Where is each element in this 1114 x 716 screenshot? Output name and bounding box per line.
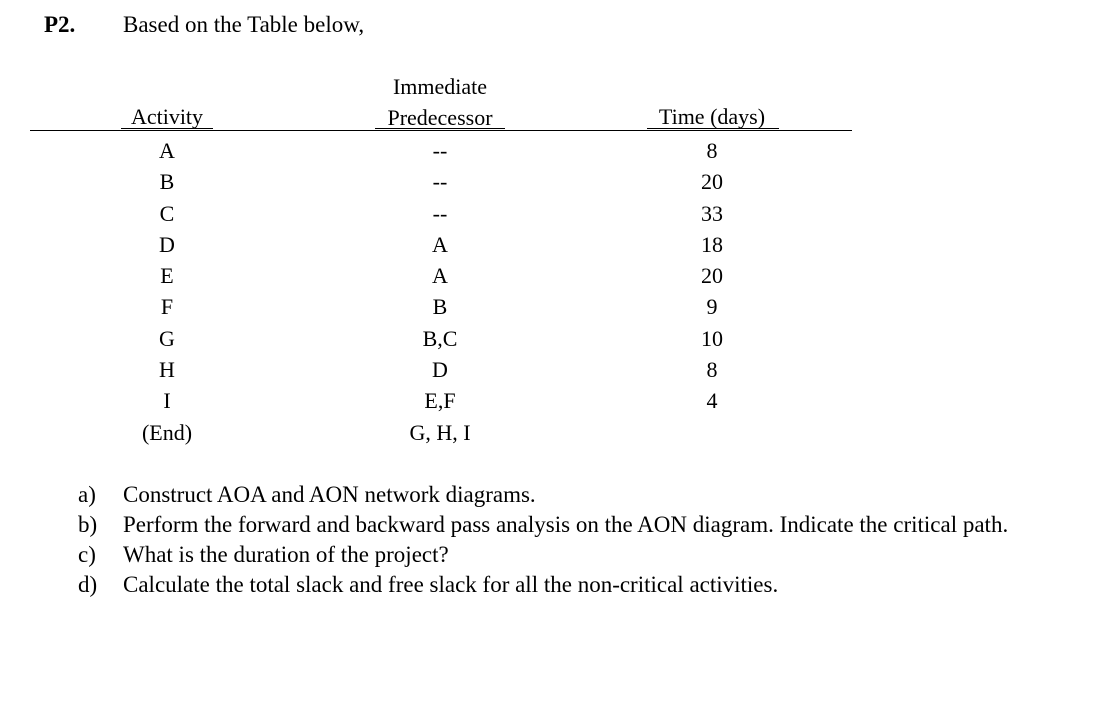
table-cell-activity: E — [160, 263, 174, 289]
activity-column — [110, 135, 224, 448]
header-underline-time — [647, 128, 779, 129]
question-letter: a) — [78, 482, 96, 507]
table-cell-time: 20 — [701, 263, 723, 289]
table-cell-activity: G — [159, 325, 175, 351]
problem-intro: Based on the Table below, — [123, 12, 365, 37]
table-cell-time: 33 — [701, 200, 723, 226]
question-item — [78, 540, 1078, 570]
table-cell-activity: I — [163, 388, 171, 414]
table-cell-activity: B — [159, 169, 175, 195]
questions-list — [78, 480, 1078, 600]
table-cell-time: 18 — [701, 231, 723, 257]
table-cell-time — [634, 417, 790, 448]
table-cell-predecessor: G, H, I — [409, 419, 471, 445]
table-cell-time: 9 — [706, 294, 718, 320]
question-item — [78, 480, 1078, 510]
table-cell-activity: H — [159, 357, 175, 383]
question-letter: d) — [78, 572, 98, 597]
header-underline-activity — [121, 128, 213, 129]
header-underline-predecessor — [375, 128, 505, 129]
table-cell-activity: (End) — [141, 419, 193, 445]
predecessor-column — [360, 135, 520, 448]
table-cell-predecessor: A — [432, 231, 448, 257]
table-cell-predecessor: -- — [432, 200, 448, 226]
header-predecessor-line1: Immediate — [392, 74, 488, 99]
table-cell-predecessor: B — [432, 294, 448, 320]
table-cell-predecessor: D — [432, 357, 448, 383]
table-rule — [30, 130, 852, 131]
table-cell-predecessor: A — [432, 263, 448, 289]
table-cell-time: 4 — [706, 388, 718, 414]
header-activity: Activity — [130, 104, 204, 129]
question-text: Calculate the total slack and free slack for all the non-critical activities. — [123, 572, 779, 597]
header-predecessor-line2: Predecessor — [387, 105, 493, 130]
table-cell-activity: F — [160, 294, 174, 320]
question-letter: b) — [78, 512, 98, 537]
table-cell-time: 10 — [701, 325, 723, 351]
question-text: Perform the forward and backward pass analysis on the AON diagram. Indicate the critical path. — [123, 512, 1009, 537]
question-text: Construct AOA and AON network diagrams. — [123, 482, 536, 507]
question-item — [78, 570, 1078, 600]
table-cell-time: 20 — [701, 169, 723, 195]
table-cell-activity: C — [159, 200, 175, 226]
header-predecessor — [360, 71, 520, 133]
time-column — [634, 135, 790, 448]
table-cell-time: 8 — [706, 138, 718, 163]
header-time: Time (days) — [658, 104, 766, 129]
table-cell-time: 8 — [706, 357, 718, 383]
table-cell-predecessor: E,F — [424, 388, 456, 414]
problem-label: P2. — [44, 12, 76, 37]
question-text: What is the duration of the project? — [123, 542, 449, 567]
table-cell-activity: D — [159, 231, 175, 257]
table-cell-activity: A — [159, 138, 175, 163]
question-item — [78, 510, 1078, 540]
table-cell-predecessor: B,C — [422, 325, 458, 351]
table-cell-predecessor: -- — [432, 138, 448, 163]
table-cell-predecessor: -- — [432, 169, 448, 195]
question-letter: c) — [78, 542, 96, 567]
